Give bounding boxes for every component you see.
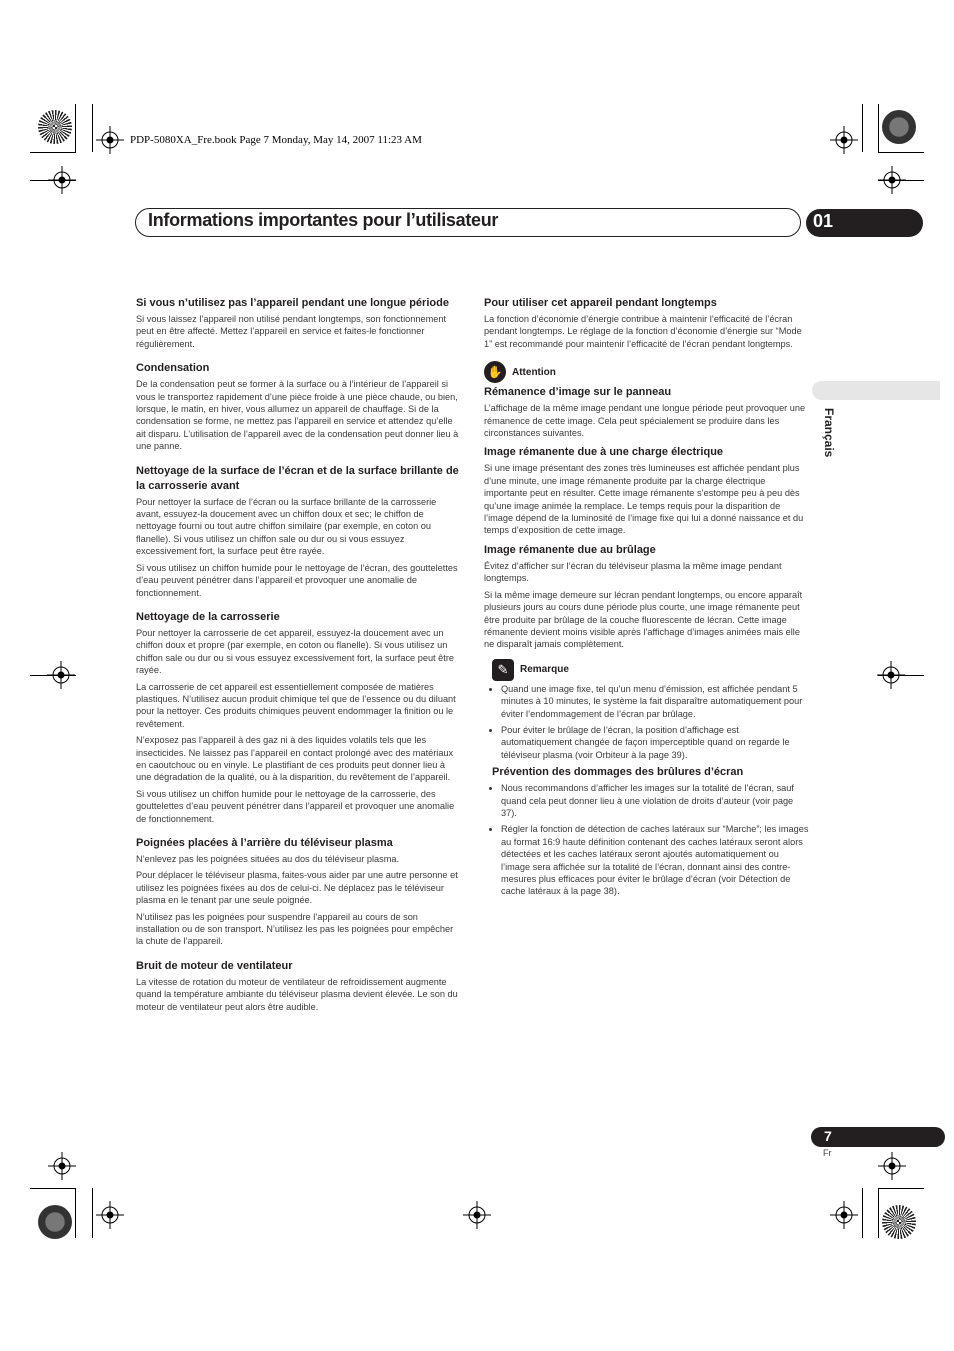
section-heading: Pour utiliser cet appareil pendant longtemps: [484, 297, 717, 309]
section-heading: Image rémanente due à une charge électrique: [484, 446, 724, 459]
list-item: • Pour éviter le brûlage de l’écran, la position d’affichage est automatiquement changée de façon imperceptible quand on regarde le téléviseur plasma (voir Orbiteur à la page 39).: [501, 724, 809, 761]
paragraph: Si vous utilisez un chiffon humide pour le nettoyage de la carrosserie, des gouttelettes d’eau peuvent pénétrer dans l’appareil et provoquer une anomalie de fonctionnement.: [136, 788, 455, 824]
language-tab: [812, 381, 940, 400]
section-handles: [136, 836, 461, 948]
crosshair-icon: [878, 1152, 906, 1180]
paragraph: Si la même image demeure sur lécran pendant longtemps, ou encore apparaît plusieurs jours au cours dune période plus courte, une image rémanente peut être produite par brûlage de la couche fluorescente de lécran. Cette image rémanente devient moins visible après l’affichage d’images animées mais elle ne disparaît jamais complètement.: [484, 589, 803, 650]
section-heading: Nettoyage de la carrosserie: [136, 610, 280, 623]
registration-rosette-icon: [38, 110, 72, 144]
prevention-list: [484, 782, 809, 898]
paragraph: N’utilisez pas les poignées pour suspendre l’appareil au cours de son installation ou de son transport. N’utilisez les pas les poignées pour empêcher la chute de l’appareil.: [136, 911, 454, 947]
paragraph: Si vous utilisez un chiffon humide pour le nettoyage de l’écran, des gouttelettes d’eau peuvent pénétrer dans l’appareil et provoquer une anomalie de fonctionnement.: [136, 562, 458, 598]
section-prevention: [484, 765, 809, 780]
section-screen-cleaning: [136, 464, 461, 599]
section-fan-noise: [136, 959, 461, 1013]
section-body-cleaning: [136, 610, 461, 825]
paragraph: Pour nettoyer la carrosserie de cet appareil, essuyez-la doucement avec un chiffon doux et propre (par exemple, en coton ou flanelle). Si vous utilisez un chiffon sale ou dur ou si vous essuyez excessivement fort, la surface peut être rayée.: [136, 627, 454, 676]
language-label: Français: [822, 408, 836, 458]
section-heading: Poignées placées à l’arrière du téléviseur plasma: [136, 837, 393, 849]
paragraph: La fonction d’économie d’énergie contribue à maintenir l’efficacité de l’écran pendant longtemps. Le réglage de la fonction d’économie d’énergie sur “Mode 1” est recommandé pour maintenir l’efficacité de l’écran pendant longtemps.: [484, 314, 802, 349]
paragraph: L’affichage de la même image pendant une longue période peut provoquer une rémanence de cette image. Cela peut spécialement se produire dans les circonstances suivantes.: [484, 403, 806, 439]
paragraph: Pour déplacer le téléviseur plasma, faites-vous aider par une autre personne et utilisez les poignées fixées au dos de celui-ci. Ne déplacez pas le téléviseur plasma en le tenant par une seule poignée.: [136, 870, 458, 906]
list-item: • Nous recommandons d’afficher les images sur la totalité de l’écran, sauf quand cela peut donner lieu à une violation de droits d’auteur (voir page 37).: [501, 782, 809, 819]
section-heading: Bruit de moteur de ventilateur: [136, 959, 293, 972]
paragraph: N’exposez pas l’appareil à des gaz ni à des liquides volatils tels que les insecticides. Ne laissez pas l’appareil en contact prolongé avec des matériaux en caoutchouc ou en vinyle. Le plastifiant de ces produits peut donner lieu à une dégradation de la qualité, ou à la disparition, du revêtement de l’appareil.: [136, 735, 454, 783]
crosshair-icon: [96, 1201, 124, 1229]
list-item: • Régler la fonction de détection de caches latéraux sur “Marche”; les images au format 16:9 haute définition contenant des caches latéraux seront alors détectées et les caches latéraux seront ajoutés automatiquement ou l’image sera affichée sur la totalité de l’écran, donnant ainsi des contre-mesures plus efficaces pour éviter le brûlage d’écran (voir Détection de cache latéraux à la page 38).: [501, 823, 809, 897]
paragraph: Évitez d’afficher sur l’écran du téléviseur plasma la même image pendant longtemps.: [484, 560, 782, 584]
section-heading: Image rémanente due au brûlage: [484, 543, 656, 556]
list-item: • Quand une image fixe, tel qu’un menu d’émission, est affichée pendant 5 minutes à 10 minutes, le système la fait disparaître automatiquement pour éviter l’endommagement de l’écran par brûlage.: [501, 683, 809, 720]
left-column: [136, 296, 461, 1024]
paragraph: Si une image présentant des zones très lumineuses est affichée pendant plus d’une minute, une image rémanente produite par la charge électrique importante peut en résulter. Cette image rémanente s’estompe peu à peu dès qu’une image animée la remplace. Le temps requis pour la disparition de l’image dépend de la luminosité de l’image fixe qui lui a donné naissance et du temps d’exposition de cette image.: [484, 463, 804, 536]
crosshair-icon: [463, 1201, 491, 1229]
page-title: Informations importantes pour l’utilisateur: [148, 210, 499, 230]
crosshair-icon: [48, 1152, 76, 1180]
page-language-code: Fr: [823, 1148, 832, 1158]
attention-header: [484, 361, 809, 383]
paragraph: La vitesse de rotation du moteur de ventilateur de refroidissement augmente quand la température ambiante du téléviseur plasma devient élevée. Le son du moteur de ventilateur peut alors être audible.: [136, 976, 458, 1012]
remarque-block: [484, 659, 809, 681]
section-burn-in: [484, 543, 809, 651]
section-long-inactivity: [136, 296, 461, 350]
section-heading: Condensation: [136, 362, 210, 375]
registration-rosette-icon: [882, 110, 916, 144]
paragraph: N’enlevez pas les poignées situées au dos du téléviseur plasma.: [136, 854, 400, 864]
paragraph: La carrosserie de cet appareil est essentiellement composée de matières plastiques. N’utilisez aucun produit chimique tel que de l’essence ou du diluant pour la nettoyer. Ces produits chimiques peuvent endommager la finition ou le revêtement.: [136, 681, 456, 729]
remarque-list: [484, 683, 809, 761]
right-column: [484, 296, 809, 902]
chapter-number: 01: [813, 211, 834, 231]
section-heading: Rémanence d’image sur le panneau: [484, 386, 672, 399]
crosshair-icon: [830, 1201, 858, 1229]
remarque-label: Remarque: [520, 664, 569, 676]
crosshair-icon: [96, 126, 124, 154]
crosshair-icon: [830, 126, 858, 154]
file-info-line: PDP-5080XA_Fre.book Page 7 Monday, May 14, 2007 11:23 AM: [130, 134, 422, 146]
paragraph: Pour nettoyer la surface de l’écran ou la surface brillante de la carrosserie avant, essuyez-la doucement avec un chiffon doux et sec; le chiffon de nettoyage fourni ou tout autre chiffon similaire (par exemple, en coton ou flanelle). Si vous utilisez un chiffon sale ou dur ou si vous essuyez excessivement fort, la surface peut être rayée.: [136, 496, 437, 557]
attention-label: Attention: [512, 366, 556, 378]
section-heading: Nettoyage de la surface de l’écran et de la surface brillante de la carrosserie avant: [136, 464, 459, 492]
section-heading: Si vous n’utilisez pas l’appareil pendant une longue période: [136, 297, 449, 309]
pencil-icon: ✎: [492, 659, 514, 681]
crosshair-icon: [878, 166, 906, 194]
registration-rosette-icon: [38, 1205, 72, 1239]
registration-rosette-icon: [882, 1205, 916, 1239]
section-electric-charge: [484, 445, 809, 536]
hand-stop-icon: ✋: [484, 361, 506, 383]
section-long-use: [484, 296, 809, 350]
section-condensation: [136, 361, 461, 452]
crosshair-icon: [48, 166, 76, 194]
section-remanence: [484, 385, 809, 439]
remarque-header: [492, 659, 809, 681]
page-number: 7: [824, 1128, 832, 1144]
section-heading: Prévention des dommages des brûlures d’écran: [492, 766, 744, 779]
paragraph: Si vous laissez l’appareil non utilisé pendant longtemps, son fonctionnement peut en être affecté. Mettez l’appareil en service et faites-le fonctionner régulièrement.: [136, 314, 447, 349]
paragraph: De la condensation peut se former à la surface ou à l’intérieur de l’appareil si vous le transportez rapidement d’une pièce froide à une pièce chaude, ou bien, lorsque, le matin, en hiver, vous allumez un appareil de chauffage. Si de la condensation se forme, ne mettez pas l’appareil en service et attendez qu’elle ait disparu. L’utilisation de l’appareil avec de la condensation peut donner lieu à une panne.: [136, 379, 459, 452]
